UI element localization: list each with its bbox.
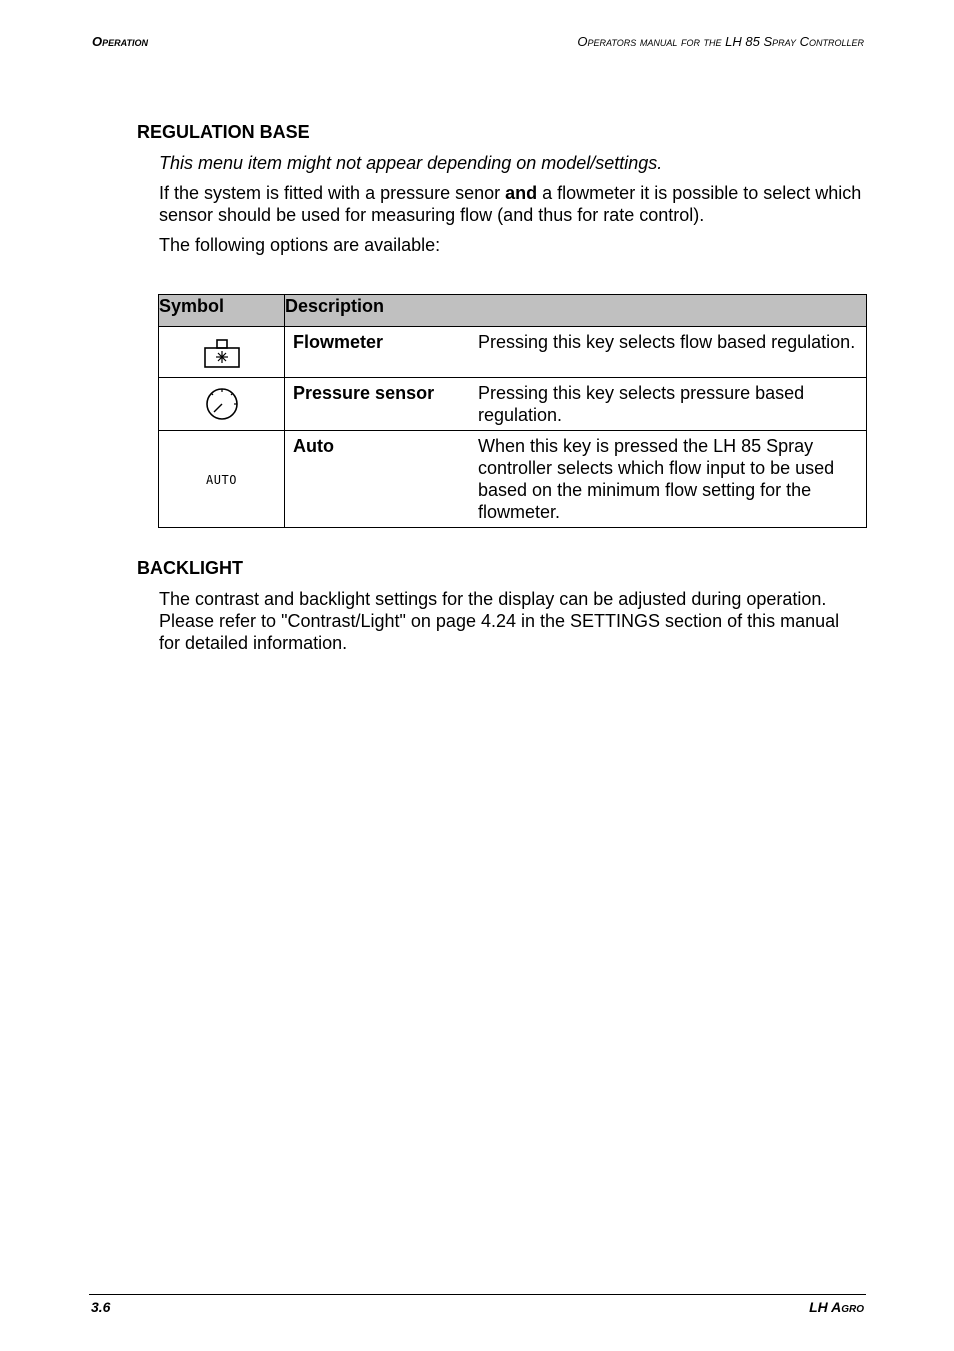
backlight-heading: BACKLIGHT <box>137 558 243 578</box>
option-text: Pressing this key selects flow based regulation. <box>478 332 856 352</box>
regulation-heading: REGULATION BASE <box>137 122 310 142</box>
intro-bold: and <box>505 183 538 203</box>
intro-text-1: If the system is fitted with a pressure senor <box>159 183 506 203</box>
table-row <box>159 378 867 431</box>
table-row <box>159 327 867 378</box>
intro-text-2: a flowmeter it is possible to select which sensor should be used for measuring flow (and thus for rate control). <box>159 183 862 225</box>
regulation-note: This menu item might not appear depending on model/settings. <box>159 153 663 173</box>
symbol-cell <box>159 378 285 431</box>
description-cell <box>285 327 867 378</box>
backlight-text: The contrast and backlight settings for the display can be adjusted during operation. Please refer to "Contrast/Light" on page 4.24 in the SETTINGS section of this manual for detailed information. <box>159 589 840 653</box>
options-table <box>158 294 867 528</box>
option-text: When this key is pressed the LH 85 Spray controller selects which flow input to be used based on the minimum flow setting for the flowmeter. <box>478 436 835 522</box>
flowmeter-icon <box>202 337 242 371</box>
description-cell <box>285 431 867 528</box>
header-section-title: Operation <box>92 34 148 49</box>
option-name: Flowmeter <box>293 332 384 352</box>
symbol-column-header: Symbol <box>159 295 285 327</box>
footer-brand: LH Agro <box>809 1299 864 1315</box>
description-cell <box>285 378 867 431</box>
header-manual-title: Operators manual for the LH 85 Spray Controller <box>577 34 864 49</box>
auto-icon: AUTO <box>206 473 237 487</box>
option-name: Auto <box>293 436 334 456</box>
option-text: Pressing this key selects pressure based regulation. <box>478 383 805 425</box>
symbol-cell <box>159 431 285 528</box>
description-column-header: Description <box>285 295 867 327</box>
page-number: 3.6 <box>91 1299 111 1315</box>
option-name: Pressure sensor <box>293 383 435 403</box>
table-row <box>159 431 867 528</box>
table-header-row <box>159 295 867 327</box>
symbol-cell <box>159 327 285 378</box>
footer-divider <box>89 1294 866 1295</box>
pressure-gauge-icon <box>203 384 241 422</box>
options-text: The following options are available: <box>159 235 441 255</box>
regulation-intro <box>159 182 869 226</box>
